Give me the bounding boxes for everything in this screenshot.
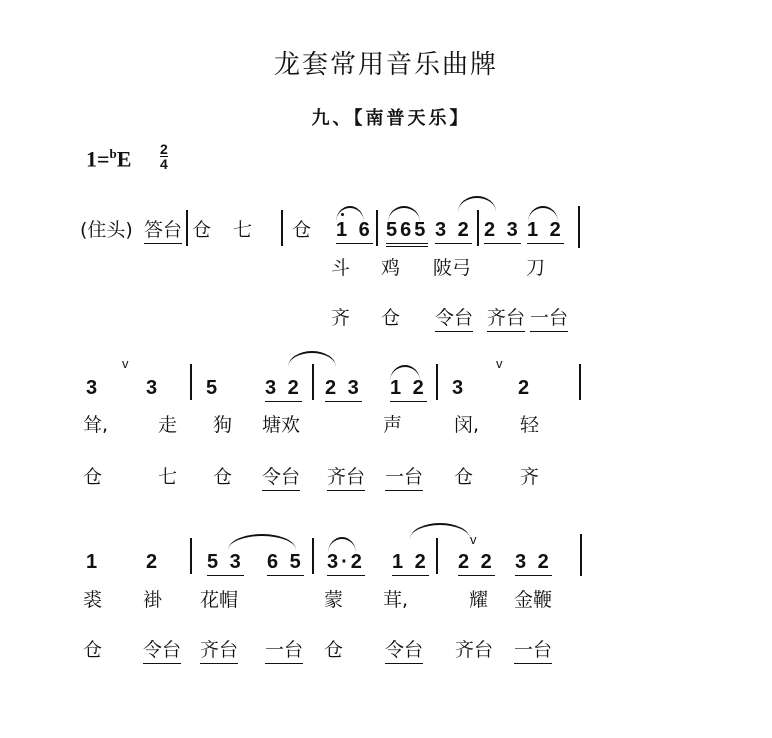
note-token: 5 — [206, 377, 221, 399]
percussion: 齐台 — [487, 307, 525, 332]
lyric: 花帽 — [200, 589, 239, 611]
percussion: 齐台 — [200, 639, 238, 664]
note-token: 1 6 — [336, 219, 373, 244]
percussion: 令台 — [143, 639, 181, 664]
slur — [228, 534, 296, 550]
note-token: 仓 — [192, 219, 212, 241]
note-token: 2 3 — [484, 219, 521, 244]
note-token: 565 — [386, 219, 428, 247]
note-token: 5 3 — [207, 551, 244, 576]
note-token: 6 5 — [267, 551, 304, 576]
key-prefix: 1= — [86, 146, 110, 172]
barline — [376, 210, 378, 246]
note-token: 仓 — [292, 219, 312, 241]
note-token: 1 2 — [392, 551, 429, 576]
breath-mark: v — [122, 356, 129, 371]
percussion: 仓 — [381, 307, 401, 329]
percussion: 齐台 — [327, 466, 365, 491]
note-token: 2 — [146, 551, 161, 573]
barline — [186, 210, 188, 246]
percussion: 齐 — [520, 466, 540, 488]
note-token: 2 2 — [458, 551, 495, 576]
key-signature — [86, 141, 168, 172]
note-token: 2 — [518, 377, 533, 399]
percussion: 一台 — [514, 639, 552, 664]
flat-sign: b — [109, 146, 117, 161]
note-token: 3 2 — [515, 551, 552, 576]
lyric: 塘欢 — [262, 414, 301, 436]
slur — [390, 365, 420, 381]
time-denominator: 4 — [160, 156, 168, 172]
barline — [477, 210, 479, 246]
key-note: E — [116, 146, 132, 172]
barline — [281, 210, 283, 246]
percussion: 令台 — [262, 466, 300, 491]
percussion: 仓 — [324, 639, 344, 661]
note-token: 3 2 — [435, 219, 472, 244]
time-signature — [160, 142, 168, 171]
slur — [410, 523, 470, 539]
lyric: 裘 — [83, 589, 103, 611]
percussion: 齐台 — [455, 639, 494, 661]
tune-title: 九、【南普天乐】 — [311, 108, 471, 129]
lyric: 鸡 — [381, 257, 401, 279]
percussion: 一台 — [385, 466, 423, 491]
note-token: 1 2 — [527, 219, 564, 244]
slur — [458, 196, 496, 212]
percussion: 一台 — [265, 639, 303, 664]
note-token: 1 — [86, 551, 101, 573]
percussion: 齐 — [331, 307, 351, 329]
slur — [336, 206, 364, 222]
barline — [436, 538, 438, 574]
lyric: 陂弓 — [433, 257, 472, 279]
lyric: 狗 — [213, 414, 233, 436]
note-token: 1 2 — [390, 377, 427, 402]
barline — [190, 364, 192, 400]
slur — [388, 206, 420, 222]
lyric: 茸, — [383, 589, 409, 611]
percussion: 一台 — [530, 307, 568, 332]
barline — [312, 538, 314, 574]
percussion: 仓 — [213, 466, 233, 488]
note-token: 答台 — [144, 219, 182, 244]
barline — [190, 538, 192, 574]
note-token: 3 — [452, 377, 467, 399]
lyric: 走 — [158, 414, 178, 436]
percussion: 仓 — [83, 639, 103, 661]
note-token: 3·2 — [327, 551, 365, 576]
note-token: 七 — [233, 219, 253, 241]
note-token: 3 2 — [265, 377, 302, 402]
lyric: 金鞭 — [514, 589, 553, 611]
percussion: 七 — [158, 466, 178, 488]
percussion: 令台 — [385, 639, 423, 664]
barline — [436, 364, 438, 400]
barline — [312, 364, 314, 400]
lyric: 轻 — [520, 414, 540, 436]
lyric: 耸, — [83, 414, 109, 436]
breath-mark: v — [496, 356, 503, 371]
lyric: 蒙 — [324, 589, 344, 611]
slur — [528, 206, 558, 222]
barline — [579, 364, 581, 400]
breath-mark: v — [470, 532, 477, 547]
barline — [580, 534, 582, 576]
note-token: 2 3 — [325, 377, 362, 402]
barline — [578, 206, 580, 248]
percussion: 令台 — [435, 307, 473, 332]
time-numerator: 2 — [160, 141, 168, 157]
slur — [328, 537, 356, 553]
lyric: 刀 — [526, 257, 546, 279]
lyric: 斗 — [331, 257, 351, 279]
lyric: 褂 — [143, 589, 163, 611]
note-token: 3 — [146, 377, 161, 399]
note-token: 3 — [86, 377, 101, 399]
lyric: 耀 — [469, 589, 489, 611]
percussion: 仓 — [83, 466, 103, 488]
note-token: (住头) — [80, 219, 133, 241]
page-title: 龙套常用音乐曲牌 — [273, 50, 498, 80]
percussion: 仓 — [454, 466, 474, 488]
lyric: 声 — [383, 414, 403, 436]
lyric: 闵, — [454, 414, 480, 436]
